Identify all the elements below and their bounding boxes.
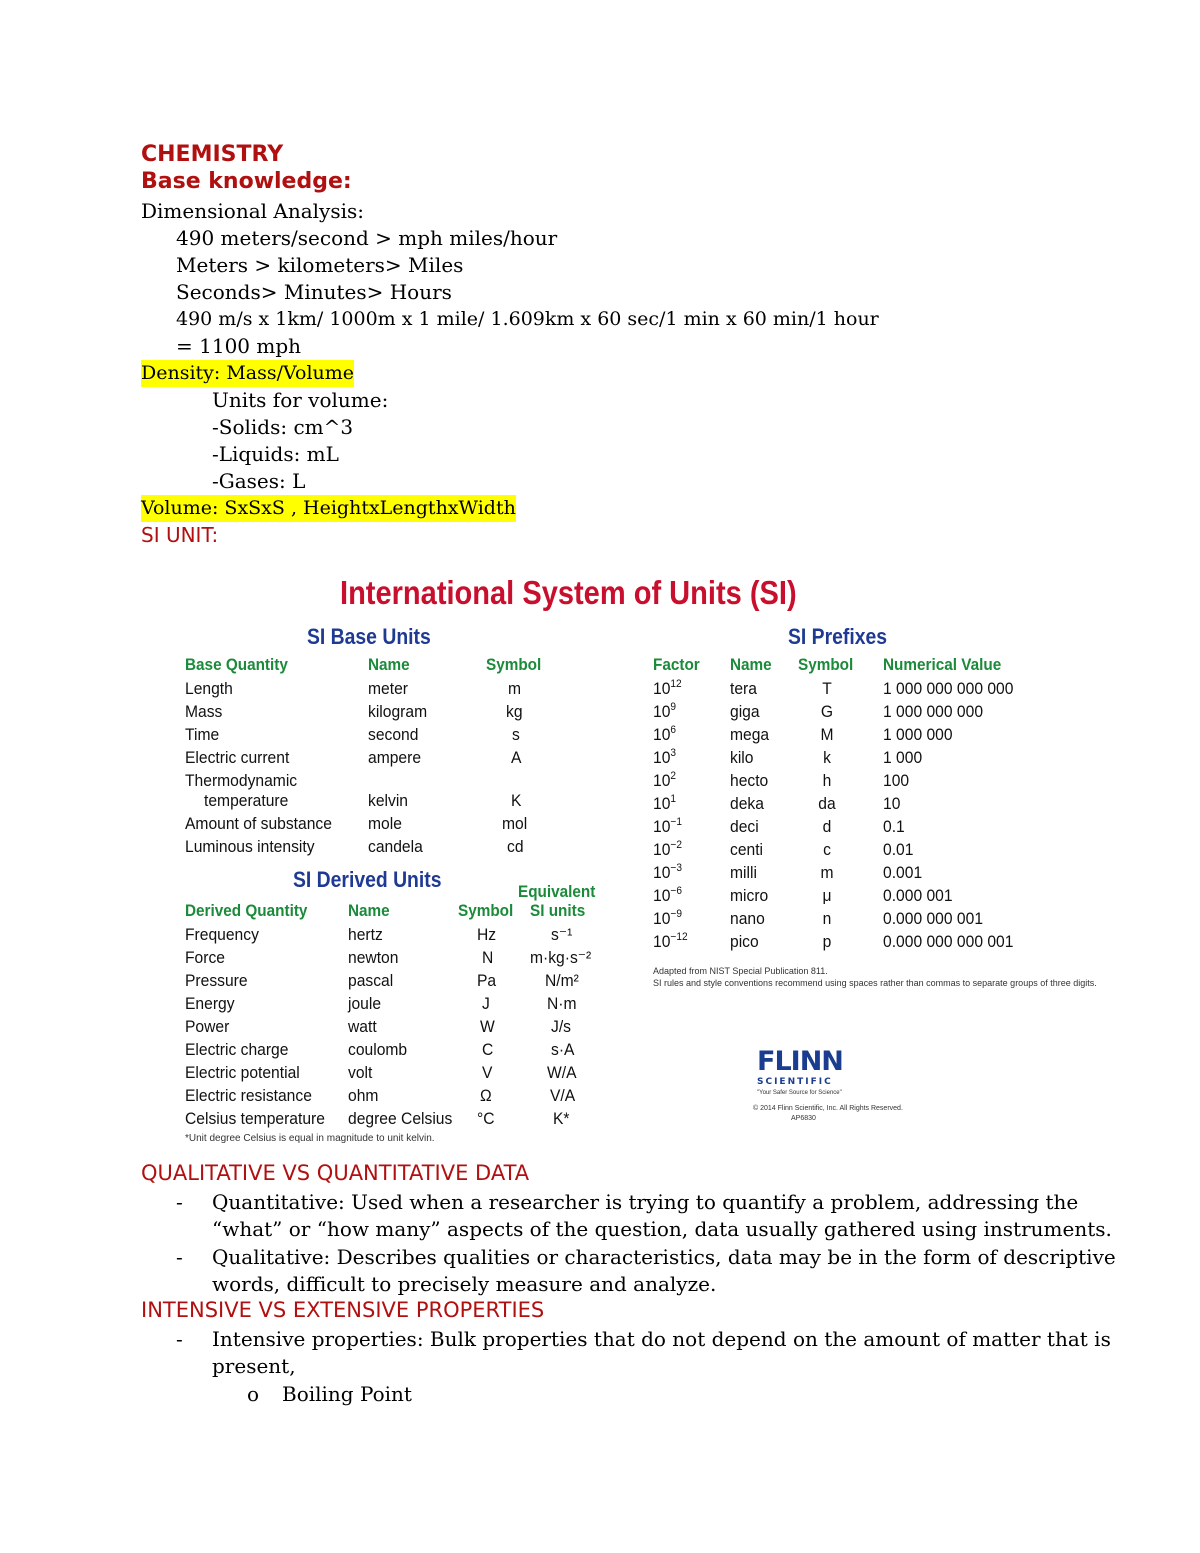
prefix-symbol: μ <box>822 886 832 905</box>
prefix-symbol: c <box>823 840 831 859</box>
derived-quantity: Energy <box>185 994 235 1013</box>
prefix-factor <box>653 725 676 745</box>
prefix-factor-exponent: −6 <box>670 885 682 897</box>
base-unit-symbol: K <box>511 791 522 810</box>
derived-unit-equivalent: s·A <box>551 1040 575 1059</box>
base-unit-name: candela <box>368 837 423 856</box>
base-unit-symbol: cd <box>507 837 524 856</box>
derived-quantity: Celsius temperature <box>185 1109 325 1128</box>
prefix-factor <box>653 679 682 699</box>
base-units-title: SI Base Units <box>307 624 431 649</box>
base-unit-symbol: mol <box>502 814 528 833</box>
derived-unit-symbol: Hz <box>477 925 497 944</box>
base-quantity: Time <box>185 725 220 744</box>
derived-units-title: SI Derived Units <box>293 867 442 892</box>
volume-unit-item: -Liquids: mL <box>212 442 339 466</box>
base-quantity: Amount of substance <box>185 814 332 833</box>
prefix-name: micro <box>730 886 769 905</box>
prefix-name: giga <box>730 702 760 721</box>
prefix-numerical-value: 1 000 000 000 <box>883 702 984 721</box>
list-item-qualitative: Qualitative: Describes qualities or characteristics, data may be in the form of descriptive <box>212 1245 1116 1269</box>
prefix-name: deka <box>730 794 764 813</box>
flinn-logo-tagline: "Your Safer Source for Science" <box>757 1090 842 1096</box>
derived-unit-equivalent: s⁻¹ <box>551 925 573 944</box>
volume-unit-item: -Gases: L <box>212 469 306 493</box>
derived-unit-symbol: Ω <box>480 1086 492 1105</box>
prefix-factor <box>653 817 682 837</box>
prefix-name: centi <box>730 840 764 859</box>
prefix-factor <box>653 794 676 814</box>
derived-units-header: Derived Quantity <box>185 901 308 920</box>
prefix-factor <box>653 771 676 791</box>
base-unit-symbol: m <box>508 679 522 698</box>
base-unit-name: ampere <box>368 748 422 767</box>
derived-quantity: Pressure <box>185 971 248 990</box>
density-label: Density: Mass/Volume <box>141 360 354 387</box>
derived-unit-equivalent: N/m² <box>545 971 579 990</box>
dimensional-analysis-line: Meters > kilometers> Miles <box>176 253 464 277</box>
sub-bullet: o <box>247 1382 260 1406</box>
prefix-factor-base: 10 <box>653 817 671 836</box>
prefix-factor <box>653 748 676 768</box>
derived-unit-name: watt <box>348 1017 377 1036</box>
prefix-factor-base: 10 <box>653 909 671 928</box>
prefix-numerical-value: 100 <box>883 771 910 790</box>
prefix-factor-base: 10 <box>653 794 671 813</box>
prefix-name: deci <box>730 817 759 836</box>
base-unit-name: kilogram <box>368 702 428 721</box>
prefix-numerical-value: 0.001 <box>883 863 923 882</box>
prefix-numerical-value: 1 000 000 <box>883 725 953 744</box>
prefix-numerical-value: 0.01 <box>883 840 914 859</box>
prefix-factor-base: 10 <box>653 840 671 859</box>
prefix-name: tera <box>730 679 757 698</box>
si-unit-heading: SI UNIT: <box>141 523 219 547</box>
derived-quantity: Power <box>185 1017 230 1036</box>
prefix-symbol: m <box>820 863 834 882</box>
prefix-numerical-value: 1 000 000 000 000 <box>883 679 1014 698</box>
prefix-symbol: da <box>818 794 836 813</box>
prefix-factor-exponent: −12 <box>670 931 688 943</box>
prefixes-header: Numerical Value <box>883 655 1002 674</box>
list-item-quantitative: Quantitative: Used when a researcher is trying to quantify a problem, addressing the <box>212 1190 1079 1214</box>
derived-unit-symbol: C <box>482 1040 494 1059</box>
dimensional-analysis-label: Dimensional Analysis: <box>141 199 364 223</box>
dimensional-analysis-line: 490 m/s x 1km/ 1000m x 1 mile/ 1.609km x 60 sec/1 min x 60 min/1 hour <box>176 308 879 330</box>
list-item-intensive-cont: present, <box>212 1354 296 1378</box>
base-unit-name: mole <box>368 814 402 833</box>
prefix-symbol: p <box>822 932 832 951</box>
derived-quantity: Frequency <box>185 925 259 944</box>
prefix-factor <box>653 886 682 906</box>
page-title: CHEMISTRY <box>141 142 284 167</box>
list-dash: - <box>176 1245 183 1269</box>
prefix-factor-exponent: 12 <box>670 678 682 690</box>
prefix-name: hecto <box>730 771 769 790</box>
prefix-factor-base: 10 <box>653 748 671 767</box>
flinn-code: AP6830 <box>791 1115 816 1122</box>
list-item-quantitative-cont: “what” or “how many” aspects of the question, data usually gathered using instruments. <box>212 1217 1112 1241</box>
derived-unit-equivalent: W/A <box>547 1063 577 1082</box>
flinn-copyright: © 2014 Flinn Scientific, Inc. All Rights Reserved. <box>753 1105 903 1112</box>
derived-quantity: Electric resistance <box>185 1086 312 1105</box>
base-quantity: Thermodynamic <box>185 771 298 790</box>
prefix-symbol: n <box>822 909 832 928</box>
dimensional-analysis-line: = 1100 mph <box>176 334 302 358</box>
derived-unit-symbol: Pa <box>477 971 497 990</box>
derived-unit-equivalent: N·m <box>547 994 577 1013</box>
base-unit-name: kelvin <box>368 791 408 810</box>
si-chart-title: International System of Units (SI) <box>340 574 797 611</box>
dimensional-analysis-line: 490 meters/second > mph miles/hour <box>176 226 558 250</box>
prefix-factor-base: 10 <box>653 679 671 698</box>
prefix-factor <box>653 863 682 883</box>
prefix-name: milli <box>730 863 757 882</box>
prefix-factor-base: 10 <box>653 725 671 744</box>
prefix-factor <box>653 840 682 860</box>
volume-units-label: Units for volume: <box>212 388 389 412</box>
prefix-symbol: T <box>822 679 832 698</box>
derived-unit-symbol: N <box>482 948 494 967</box>
prefixes-header: Factor <box>653 655 700 674</box>
derived-unit-name: volt <box>348 1063 373 1082</box>
derived-unit-symbol: V <box>482 1063 493 1082</box>
prefix-factor-exponent: −3 <box>670 862 682 874</box>
base-unit-name: second <box>368 725 419 744</box>
derived-quantity: Electric potential <box>185 1063 300 1082</box>
base-units-header: Symbol <box>486 655 542 674</box>
derived-unit-equivalent: m·kg·s⁻² <box>530 948 592 967</box>
derived-quantity: Electric charge <box>185 1040 289 1059</box>
prefix-numerical-value: 1 000 <box>883 748 923 767</box>
base-unit-name: meter <box>368 679 408 698</box>
list-dash: - <box>176 1327 183 1351</box>
base-quantity: Luminous intensity <box>185 837 315 856</box>
derived-quantity: Force <box>185 948 225 967</box>
prefix-symbol: M <box>820 725 834 744</box>
prefixes-header: Name <box>730 655 772 674</box>
prefix-name: nano <box>730 909 765 928</box>
prefix-name: kilo <box>730 748 754 767</box>
prefix-factor-base: 10 <box>653 886 671 905</box>
list-item-intensive: Intensive properties: Bulk properties that do not depend on the amount of matter that is <box>212 1327 1111 1351</box>
prefix-factor <box>653 702 676 722</box>
derived-units-header: Name <box>348 901 390 920</box>
flinn-logo-name: FLINN <box>757 1046 843 1077</box>
derived-unit-name: ohm <box>348 1086 379 1105</box>
prefix-factor-exponent: 1 <box>670 793 677 805</box>
prefix-factor-exponent: −1 <box>670 816 682 828</box>
prefix-name: mega <box>730 725 770 744</box>
intensive-heading: INTENSIVE VS EXTENSIVE PROPERTIES <box>141 1298 545 1322</box>
sub-item-boiling-point: Boiling Point <box>282 1382 412 1406</box>
prefix-factor-exponent: 6 <box>670 724 677 736</box>
derived-unit-name: hertz <box>348 925 383 944</box>
base-quantity: Electric current <box>185 748 290 767</box>
base-quantity: Length <box>185 679 233 698</box>
prefix-factor-exponent: 9 <box>670 701 677 713</box>
prefix-factor-exponent: −9 <box>670 908 682 920</box>
prefix-symbol: h <box>822 771 832 790</box>
prefix-numerical-value: 0.1 <box>883 817 905 836</box>
list-dash: - <box>176 1190 183 1214</box>
prefix-factor-exponent: 3 <box>670 747 677 759</box>
volume-unit-item: -Solids: cm^3 <box>212 415 354 439</box>
base-unit-symbol: kg <box>506 702 523 721</box>
list-item-qualitative-cont: words, difficult to precisely measure and analyze. <box>212 1272 717 1296</box>
derived-units-footnote: *Unit degree Celsius is equal in magnitude to unit kelvin. <box>185 1133 435 1144</box>
prefix-symbol: d <box>822 817 832 836</box>
prefix-factor-exponent: 2 <box>670 770 677 782</box>
derived-unit-name: joule <box>348 994 382 1013</box>
derived-unit-name: degree Celsius <box>348 1109 453 1128</box>
volume-label: Volume: SxSxS , HeightxLengthxWidth <box>141 495 516 522</box>
derived-units-header: Equivalent <box>518 882 596 901</box>
prefix-factor-exponent: −2 <box>670 839 682 851</box>
prefix-symbol: k <box>823 748 831 767</box>
derived-units-header: Symbol <box>458 901 514 920</box>
prefix-factor <box>653 909 682 929</box>
prefix-numerical-value: 0.000 000 000 001 <box>883 932 1014 951</box>
qual-quant-heading: QUALITATIVE VS QUANTITATIVE DATA <box>141 1161 530 1185</box>
prefixes-note: SI rules and style conventions recommend using spaces rather than commas to separate groups of three digits. <box>653 978 1097 988</box>
derived-unit-equivalent: K* <box>553 1109 570 1128</box>
prefix-factor-base: 10 <box>653 863 671 882</box>
derived-unit-equivalent: V/A <box>550 1086 576 1105</box>
prefix-symbol: G <box>820 702 834 721</box>
base-unit-symbol: A <box>511 748 522 767</box>
derived-unit-name: coulomb <box>348 1040 408 1059</box>
prefix-factor-base: 10 <box>653 932 671 951</box>
flinn-logo-sub: SCIENTIFIC <box>757 1077 833 1087</box>
derived-unit-name: pascal <box>348 971 394 990</box>
base-quantity: Mass <box>185 702 223 721</box>
prefix-numerical-value: 0.000 001 <box>883 886 953 905</box>
derived-unit-name: newton <box>348 948 399 967</box>
page-subtitle: Base knowledge: <box>141 169 352 194</box>
prefixes-header: Symbol <box>798 655 854 674</box>
prefix-factor-base: 10 <box>653 702 671 721</box>
prefixes-title: SI Prefixes <box>788 624 888 649</box>
derived-unit-symbol: °C <box>477 1109 495 1128</box>
prefixes-note: Adapted from NIST Special Publication 811. <box>653 966 828 976</box>
derived-unit-symbol: J <box>482 994 490 1013</box>
prefix-factor-base: 10 <box>653 771 671 790</box>
derived-units-header: SI units <box>530 901 586 920</box>
derived-unit-equivalent: J/s <box>551 1017 571 1036</box>
base-units-header: Base Quantity <box>185 655 288 674</box>
prefix-factor <box>653 932 688 952</box>
base-quantity: temperature <box>204 791 289 810</box>
prefix-numerical-value: 10 <box>883 794 901 813</box>
dimensional-analysis-line: Seconds> Minutes> Hours <box>176 280 452 304</box>
base-unit-symbol: s <box>512 725 520 744</box>
base-units-header: Name <box>368 655 410 674</box>
prefix-name: pico <box>730 932 759 951</box>
prefix-numerical-value: 0.000 000 001 <box>883 909 984 928</box>
derived-unit-symbol: W <box>480 1017 495 1036</box>
